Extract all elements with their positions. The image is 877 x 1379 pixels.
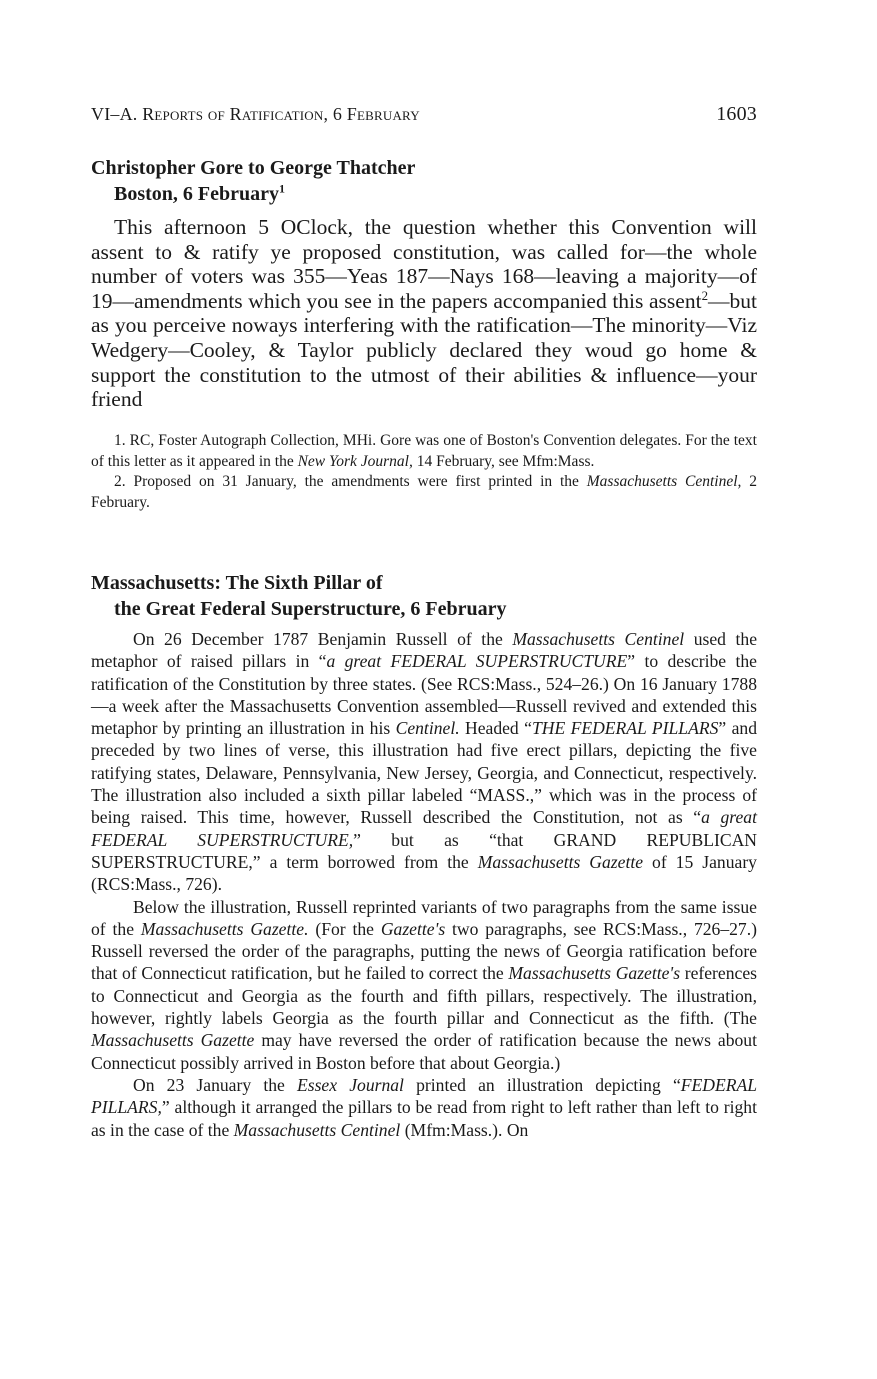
p2-text: (For the — [308, 918, 381, 939]
footnote-2-text-b: 2 February. — [91, 473, 757, 511]
footnote-2-italic: Massachusetts Centinel, — [586, 473, 742, 491]
p3-text: printed an illustration depicting “ — [403, 1074, 681, 1095]
p3-italic: Essex Journal — [296, 1074, 404, 1095]
p1-italic: Massachusetts Gazette — [477, 851, 644, 872]
letter-body-part2: —but as you perceive noways interfering with the ratification—The minority—Viz Wedgery—Cooley, & Taylor publicly declared they woud go home & support the constitution to the utmost of their abilities & influence—your friend — [91, 288, 757, 412]
footnotes — [91, 431, 757, 513]
p1-text: Headed “ — [459, 718, 532, 739]
p2-italic: Gazette's — [380, 918, 446, 939]
p3-italic: FEDERAL PILLARS, — [91, 1074, 757, 1118]
p1-text: ” and preceded by two lines of verse, this illustration had five erect pillars, depicting the five ratifying states, Delaware, Pennsylvania, New Jersey, Georgia, and Connecticut, respectively. The illustration also included a sixth pillar labeled “MASS.,” which was in the process of being raised. This time, however, Russell described the Constitution, not as “ — [91, 718, 757, 828]
page-number: 1603 — [716, 103, 757, 125]
letter-heading — [91, 155, 415, 207]
p3-text: (Mfm:Mass.). On — [400, 1119, 529, 1140]
p2-italic: Massachusetts Gazette. — [140, 918, 309, 939]
footnote-1-text-b: 14 February, see Mfm:Mass. — [412, 452, 595, 470]
running-head-title: VI–A. Reports of Ratification, 6 February — [91, 104, 420, 124]
paragraph-2 — [91, 896, 757, 1074]
letter-dateline-text: Boston, 6 February — [114, 183, 279, 205]
footnote-2-text-a: 2. Proposed on 31 January, the amendments were first printed in the — [114, 473, 587, 491]
letter-title: Christopher Gore to George Thatcher — [91, 157, 416, 179]
p2-text: Below the illustration, Russell reprinted variants of two paragraphs from the same issue of the — [91, 896, 757, 939]
footnote-2 — [91, 472, 757, 513]
p3-text: ” although it arranged the pillars to be read from right to left rather than left to right as in the case of the — [91, 1097, 757, 1140]
paragraph-3 — [91, 1074, 757, 1141]
letter-body-part1: This afternoon 5 OClock, the question whether this Convention will assent to & ratify ye proposed constitution, was called for—the whole number of voters was 355—Yeas 187—Nays 168—leaving a majority—of 19—amendments which you see in the papers accompanied this assent — [91, 215, 757, 313]
footnote-1 — [91, 431, 757, 472]
letter-body — [91, 215, 757, 412]
p1-italic: a great FEDERAL SUPERSTRUCTURE, — [91, 807, 757, 850]
p3-text: On 23 January the — [133, 1074, 297, 1095]
section-title-line1: Massachusetts: The Sixth Pillar of — [91, 572, 383, 594]
p1-text: ” to describe the ratification of the Constitution by three states. (See RCS:Mass., 524–26.) On 16 January 1788—a week after the Massachusetts Convention assembled—Russell revived and extended this metaphor by printing an illustration in his — [91, 651, 757, 739]
section-heading — [91, 570, 507, 622]
p2-italic: Massachusetts Gazette's — [508, 963, 681, 984]
paragraph-1 — [91, 628, 757, 896]
running-head — [91, 103, 757, 126]
section-title-line2: the Great Federal Superstructure, 6 February — [114, 598, 507, 620]
p2-text: references to Connecticut and Georgia as the fourth and fifth pillars, respectively. The illustration, however, rightly labels Georgia as the fourth pillar and Connecticut as the fifth. (The — [91, 963, 757, 1029]
letter-dateline — [91, 181, 415, 207]
p1-italic: Massachusetts Centinel — [512, 629, 685, 649]
p1-text: used the metaphor of raised pillars in “ — [91, 629, 758, 672]
p2-italic: Massachusetts Gazette — [91, 1030, 255, 1051]
footnote-1-text-a: 1. RC, Foster Autograph Collection, MHi. Gore was one of Boston's Convention delegates. For the text of this letter as it appeared in the — [91, 432, 757, 470]
editorial-note — [91, 628, 757, 1141]
p3-italic: Massachusetts Centinel — [233, 1119, 401, 1140]
p1-text: ” but as “that GRAND REPUBLICAN SUPERSTRUCTURE,” a term borrowed from the — [91, 829, 758, 872]
p1-italic: a great FEDERAL SUPERSTRUCTURE — [326, 651, 628, 672]
p1-text: On 26 December 1787 Benjamin Russell of the — [133, 629, 513, 649]
p1-italic: THE FEDERAL PILLARS — [531, 718, 719, 739]
p1-text: of 15 January (RCS:Mass., 726). — [91, 851, 757, 895]
p2-text: may have reversed the order of ratification because the news about Connecticut possibly arrived in Boston before that about Georgia.) — [91, 1030, 757, 1073]
p2-text: two paragraphs, see RCS:Mass., 726–27.) Russell reversed the order of the paragraphs, putting the news of Georgia ratification before that of Connecticut ratification, but he failed to correct the — [91, 918, 757, 984]
p1-italic: Centinel. — [395, 718, 460, 739]
footnote-ref-1: 1 — [279, 181, 285, 196]
footnote-ref-2: 2 — [701, 288, 709, 303]
footnote-1-italic: New York Journal, — [297, 452, 413, 470]
